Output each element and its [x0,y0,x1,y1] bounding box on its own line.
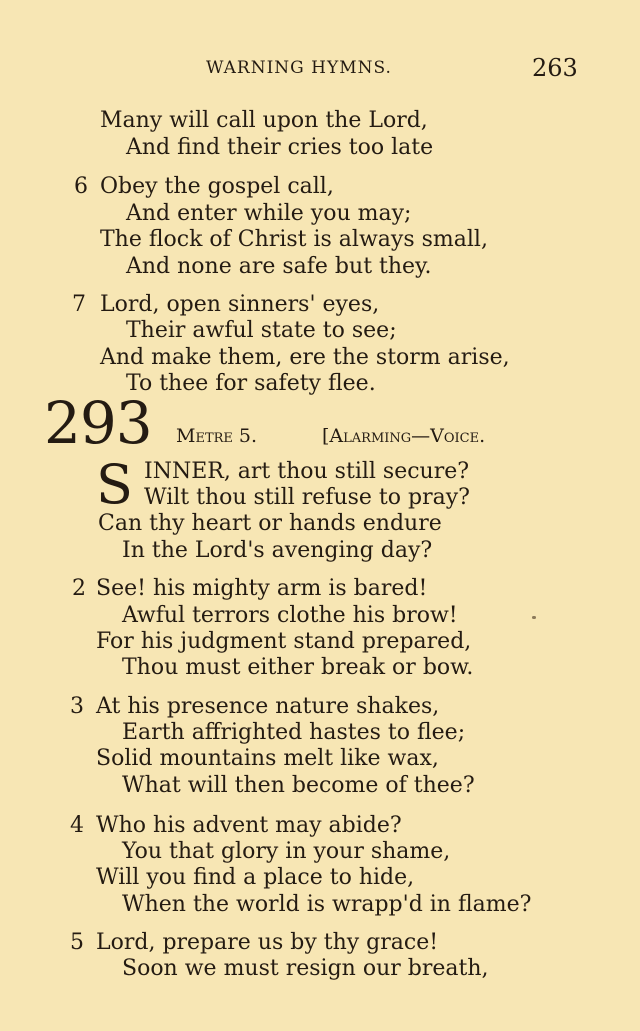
verse-line: Obey the gospel call, [100,174,334,199]
stanza-number: 2 [72,576,86,601]
verse-line: Can thy heart or hands endure [98,511,442,536]
tune-name: [Alarming—Voice. [322,425,486,447]
verse-line: And make them, ere the storm arise, [100,345,510,370]
verse-line: See! his mighty arm is bared! [96,576,428,601]
verse-line: Many will call upon the Lord, [100,108,428,133]
verse-line: INNER, art thou still secure? [144,459,470,484]
verse-line: Their awful state to see; [126,318,397,343]
verse-line: Solid mountains melt like wax, [96,746,439,771]
ink-speck [532,616,536,619]
verse-line: And none are safe but they. [126,254,432,279]
verse-line: You that glory in your shame, [122,839,451,864]
drop-cap: S [96,453,133,516]
hymn-number: 293 [44,389,152,457]
verse-line: Soon we must resign our breath, [122,956,489,981]
stanza-number: 7 [72,292,86,317]
verse-line: Who his advent may abide? [96,813,402,838]
verse-line: Earth affrighted hastes to flee; [122,720,466,745]
verse-line: To thee for safety flee. [126,371,376,396]
stanza-number: 4 [70,813,84,838]
verse-line: What will then become of thee? [122,773,475,798]
verse-line: Awful terrors clothe his brow! [122,603,458,628]
verse-line: In the Lord's avenging day? [122,538,433,563]
verse-line: Lord, prepare us by thy grace! [96,930,439,955]
verse-line: Thou must either break or bow. [122,655,474,680]
stanza-number: 6 [74,174,88,199]
verse-line: Lord, open sinners' eyes, [100,292,380,317]
verse-line: When the world is wrapp'd in flame? [122,892,532,917]
verse-line: And find their cries too late [126,135,434,160]
stanza-number: 5 [70,930,84,955]
verse-line: The flock of Christ is always small, [100,227,488,252]
verse-line: At his presence nature shakes, [96,694,440,719]
verse-line: Will you find a place to hide, [96,865,415,890]
page-number: 263 [532,54,578,82]
metre-label: Metre 5. [176,425,258,447]
verse-line: Wilt thou still refuse to pray? [144,485,470,510]
running-header: WARNING HYMNS. [206,58,392,78]
verse-line: For his judgment stand prepared, [96,629,472,654]
verse-line: And enter while you may; [126,201,412,226]
stanza-number: 3 [70,694,84,719]
